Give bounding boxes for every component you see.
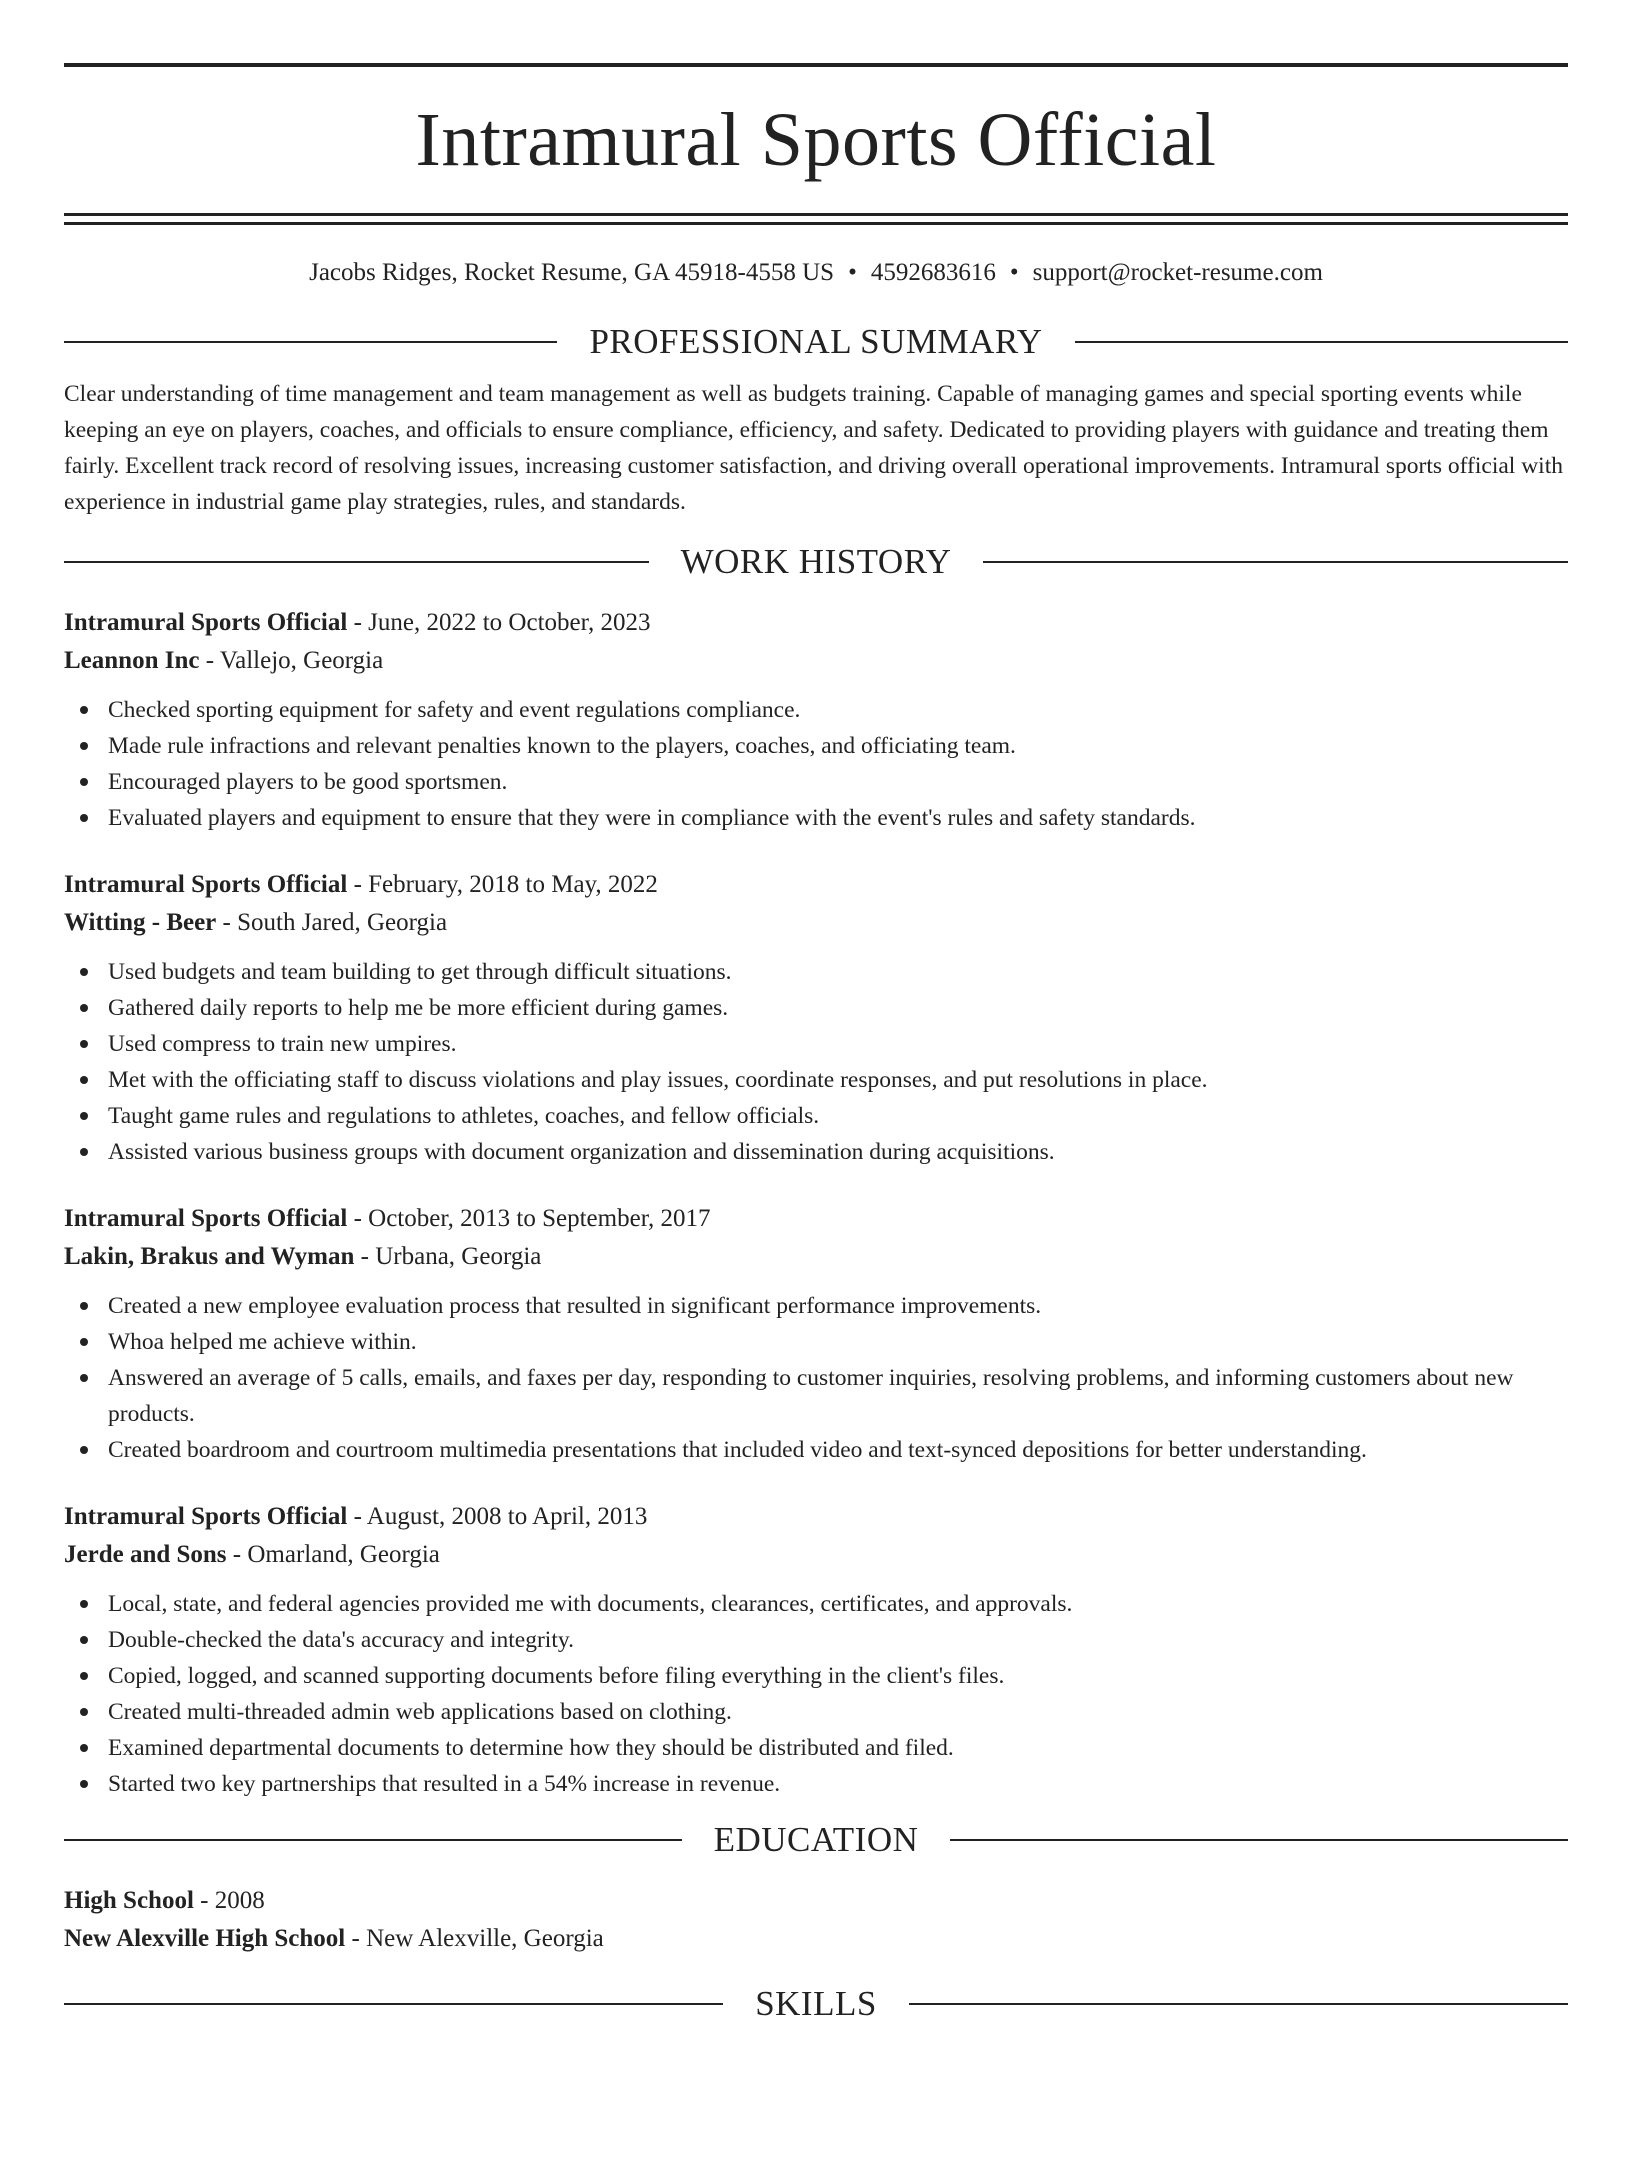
list-item: Made rule infractions and relevant penalties known to the players, coaches, and officiating team.: [64, 728, 1568, 764]
list-item: Met with the officiating staff to discuss violations and play issues, coordinate responses, and put resolutions in place.: [64, 1062, 1568, 1098]
list-item: Copied, logged, and scanned supporting documents before filing everything in the client's files.: [64, 1658, 1568, 1694]
education-heading: EDUCATION: [713, 1820, 919, 1859]
contact-separator: •: [848, 259, 857, 286]
list-item: Answered an average of 5 calls, emails, and faxes per day, responding to customer inquiries, resolving problems, and informing customers about new products.: [64, 1360, 1568, 1432]
heading-rule: [64, 2003, 723, 2005]
job-company: Leannon Inc: [64, 647, 200, 674]
section-heading-summary: [64, 322, 1568, 362]
contact-phone: 4592683616: [870, 259, 996, 286]
heading-rule: [909, 2003, 1568, 2005]
job-title: Intramural Sports Official: [64, 871, 348, 898]
title-double-rule: [64, 213, 1568, 225]
job-location: - Urbana, Georgia: [354, 1243, 542, 1270]
list-item: Double-checked the data's accuracy and integrity.: [64, 1622, 1568, 1658]
job-title: Intramural Sports Official: [64, 609, 348, 636]
job-title-line: [64, 1200, 1568, 1238]
list-item: Used budgets and team building to get through difficult situations.: [64, 954, 1568, 990]
resume-title: Intramural Sports Official: [415, 98, 1217, 182]
work-heading: WORK HISTORY: [680, 542, 952, 581]
heading-rule: [64, 1839, 682, 1841]
list-item: Evaluated players and equipment to ensure that they were in compliance with the event's rules and safety standards.: [64, 800, 1568, 836]
list-item: Encouraged players to be good sportsmen.: [64, 764, 1568, 800]
list-item: Assisted various business groups with document organization and dissemination during acquisitions.: [64, 1134, 1568, 1170]
job-company: Jerde and Sons: [64, 1541, 227, 1568]
list-item: Created a new employee evaluation process that resulted in significant performance improvements.: [64, 1288, 1568, 1324]
skills-heading: SKILLS: [755, 1984, 877, 2023]
job-title-line: [64, 866, 1568, 904]
job-dates: - October, 2013 to September, 2017: [347, 1205, 711, 1232]
summary-text: Clear understanding of time management and team management as well as budgets training. Capable of managing games and special sporting events while keeping an eye on players, coaches, and officials to ensure compliance, efficiency, and safety. Dedicated to providing players with guidance and treating them fairly. Excellent track record of resolving issues, increasing customer satisfaction, and driving overall operational improvements. Intramural sports official with experience in industrial game play strategies, rules, and standards.: [64, 381, 1563, 515]
job-location: - South Jared, Georgia: [216, 909, 448, 936]
job-dates: - August, 2008 to April, 2013: [347, 1503, 648, 1530]
job-bullets: [64, 954, 1568, 1170]
education-degree: High School: [64, 1887, 194, 1914]
contact-line: [64, 258, 1568, 288]
section-heading-work: [64, 542, 1568, 582]
job-company-line: [64, 1536, 1568, 1574]
job-title-line: [64, 1498, 1568, 1536]
contact-separator: •: [1009, 259, 1019, 286]
contact-email: support@rocket-resume.com: [1032, 259, 1323, 286]
job-dates: - June, 2022 to October, 2023: [347, 609, 651, 636]
section-heading-skills: [64, 1984, 1568, 2024]
section-heading-education: [64, 1820, 1568, 1860]
job-entry: [64, 1200, 1568, 1468]
list-item: Local, state, and federal agencies provided me with documents, clearances, certificates, and approvals.: [64, 1586, 1568, 1622]
education-school-line: [64, 1920, 1568, 1958]
list-item: Started two key partnerships that resulted in a 54% increase in revenue.: [64, 1766, 1568, 1802]
top-rule: [64, 63, 1568, 67]
list-item: Created multi-threaded admin web applications based on clothing.: [64, 1694, 1568, 1730]
job-entry: [64, 604, 1568, 836]
job-company-line: [64, 642, 1568, 680]
education-degree-line: [64, 1882, 1568, 1920]
heading-rule: [1075, 341, 1568, 343]
resume-page: [0, 63, 1632, 2175]
list-item: Taught game rules and regulations to athletes, coaches, and fellow officials.: [64, 1098, 1568, 1134]
job-entry: [64, 1498, 1568, 1802]
job-company: Lakin, Brakus and Wyman: [64, 1243, 355, 1270]
job-title: Intramural Sports Official: [64, 1205, 348, 1232]
list-item: Whoa helped me achieve within.: [64, 1324, 1568, 1360]
education-entry: [64, 1882, 1568, 1958]
job-location: - Omarland, Georgia: [226, 1541, 440, 1568]
job-bullets: [64, 1288, 1568, 1468]
job-bullets: [64, 692, 1568, 836]
job-title: Intramural Sports Official: [64, 1503, 348, 1530]
education-location: - New Alexville, Georgia: [345, 1925, 604, 1952]
list-item: Created boardroom and courtroom multimedia presentations that included video and text-synced depositions for better understanding.: [64, 1432, 1568, 1468]
education-year: - 2008: [193, 1887, 265, 1914]
job-company: Witting - Beer: [64, 909, 217, 936]
list-item: Used compress to train new umpires.: [64, 1026, 1568, 1062]
job-company-line: [64, 904, 1568, 942]
list-item: Gathered daily reports to help me be more efficient during games.: [64, 990, 1568, 1026]
list-item: Checked sporting equipment for safety and event regulations compliance.: [64, 692, 1568, 728]
heading-rule: [64, 561, 649, 563]
contact-address: Jacobs Ridges, Rocket Resume, GA 45918-4558 US: [309, 259, 835, 286]
job-dates: - February, 2018 to May, 2022: [347, 871, 658, 898]
heading-rule: [983, 561, 1568, 563]
list-item: Examined departmental documents to determine how they should be distributed and filed.: [64, 1730, 1568, 1766]
summary-heading: PROFESSIONAL SUMMARY: [589, 322, 1043, 361]
job-entry: [64, 866, 1568, 1170]
job-company-line: [64, 1238, 1568, 1276]
job-bullets: [64, 1586, 1568, 1802]
job-location: - Vallejo, Georgia: [199, 647, 384, 674]
education-school: New Alexville High School: [64, 1925, 346, 1952]
heading-rule: [950, 1839, 1568, 1841]
job-title-line: [64, 604, 1568, 642]
heading-rule: [64, 341, 557, 343]
